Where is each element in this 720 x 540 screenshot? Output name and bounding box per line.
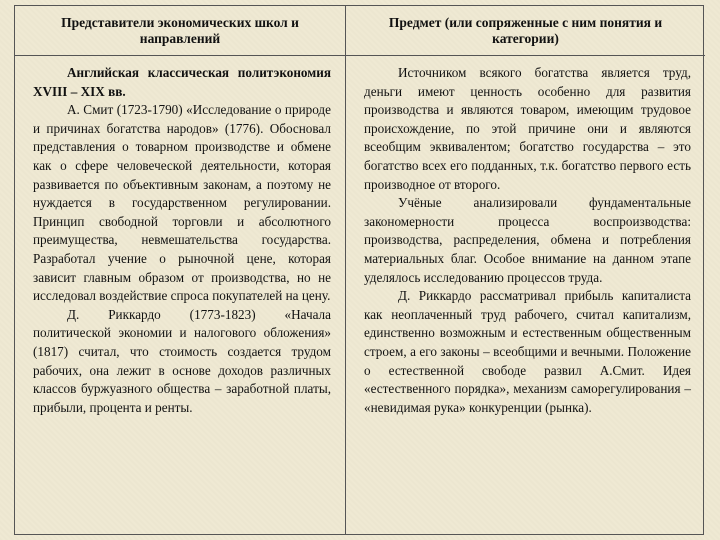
ricardo-paragraph: Д. Риккардо (1773-1823) «Начала политической экономии и налогового обложения» (1817) считал, что стоимость создается трудом рабочих, она лежит в основе доходов различных классов буржуазного общества – заработной платы, прибыли, процента и ренты.: [33, 306, 331, 415]
comparison-table: [14, 5, 704, 535]
header-subject-text: Предмет (или сопряженные с ним понятия и категории): [388, 14, 663, 46]
subject-paragraph-2: Учёные анализировали фундаментальные закономерности процесса воспроизводства: производства, распределения, обмена и потребления материальных благ. Особое внимание на данном этапе уделялось исследованию процессов труда.: [364, 195, 691, 285]
school-heading: Английская классическая политэкономия XVIII – XIX вв.: [33, 65, 331, 99]
header-schools: [15, 6, 346, 56]
subject-paragraph-3: Д. Риккардо рассматривал прибыль капиталиста как неоплаченный труд рабочего, считал капитализм, единственно возможным и естественным общественным строем, а его законы – всеобщими и вечными. Положение о естественной свободе развил А.Смит. Идея «естественного порядка», механизм саморегулирования – «невидимая рука» конкуренции (рынка).: [364, 288, 691, 415]
header-subject: [346, 6, 705, 56]
subject-paragraph-1: Источником всякого богатства является труд, деньги имеют ценность особенно для развития производства и являются товаром, имеющим трудовое происхождение, по этой причине они и являются всеобщим эквивалентом; богатство государства – это богатство всех его подданных, т.к. богатство первого есть производное от второго.: [364, 65, 691, 192]
smith-paragraph: А. Смит (1723-1790) «Исследование о природе и причинах богатства народов» (1776). Обосновал представления о товарном производстве и обмене как о сфере человеческой деятельности, которая развивается по объективным законам, а поэтому не нуждается в государственном регулировании. Принцип свободной торговли и абсолютного преимущества, невмешательства государства. Разработал учение о рыночной цене, которая зависит главным образом от производства, но не исследовал воздействие спроса покупателей на цену.: [33, 102, 331, 304]
header-schools-text: Представители экономических школ и направлений: [61, 14, 299, 46]
cell-subject: [346, 56, 705, 534]
cell-schools: [15, 56, 346, 534]
